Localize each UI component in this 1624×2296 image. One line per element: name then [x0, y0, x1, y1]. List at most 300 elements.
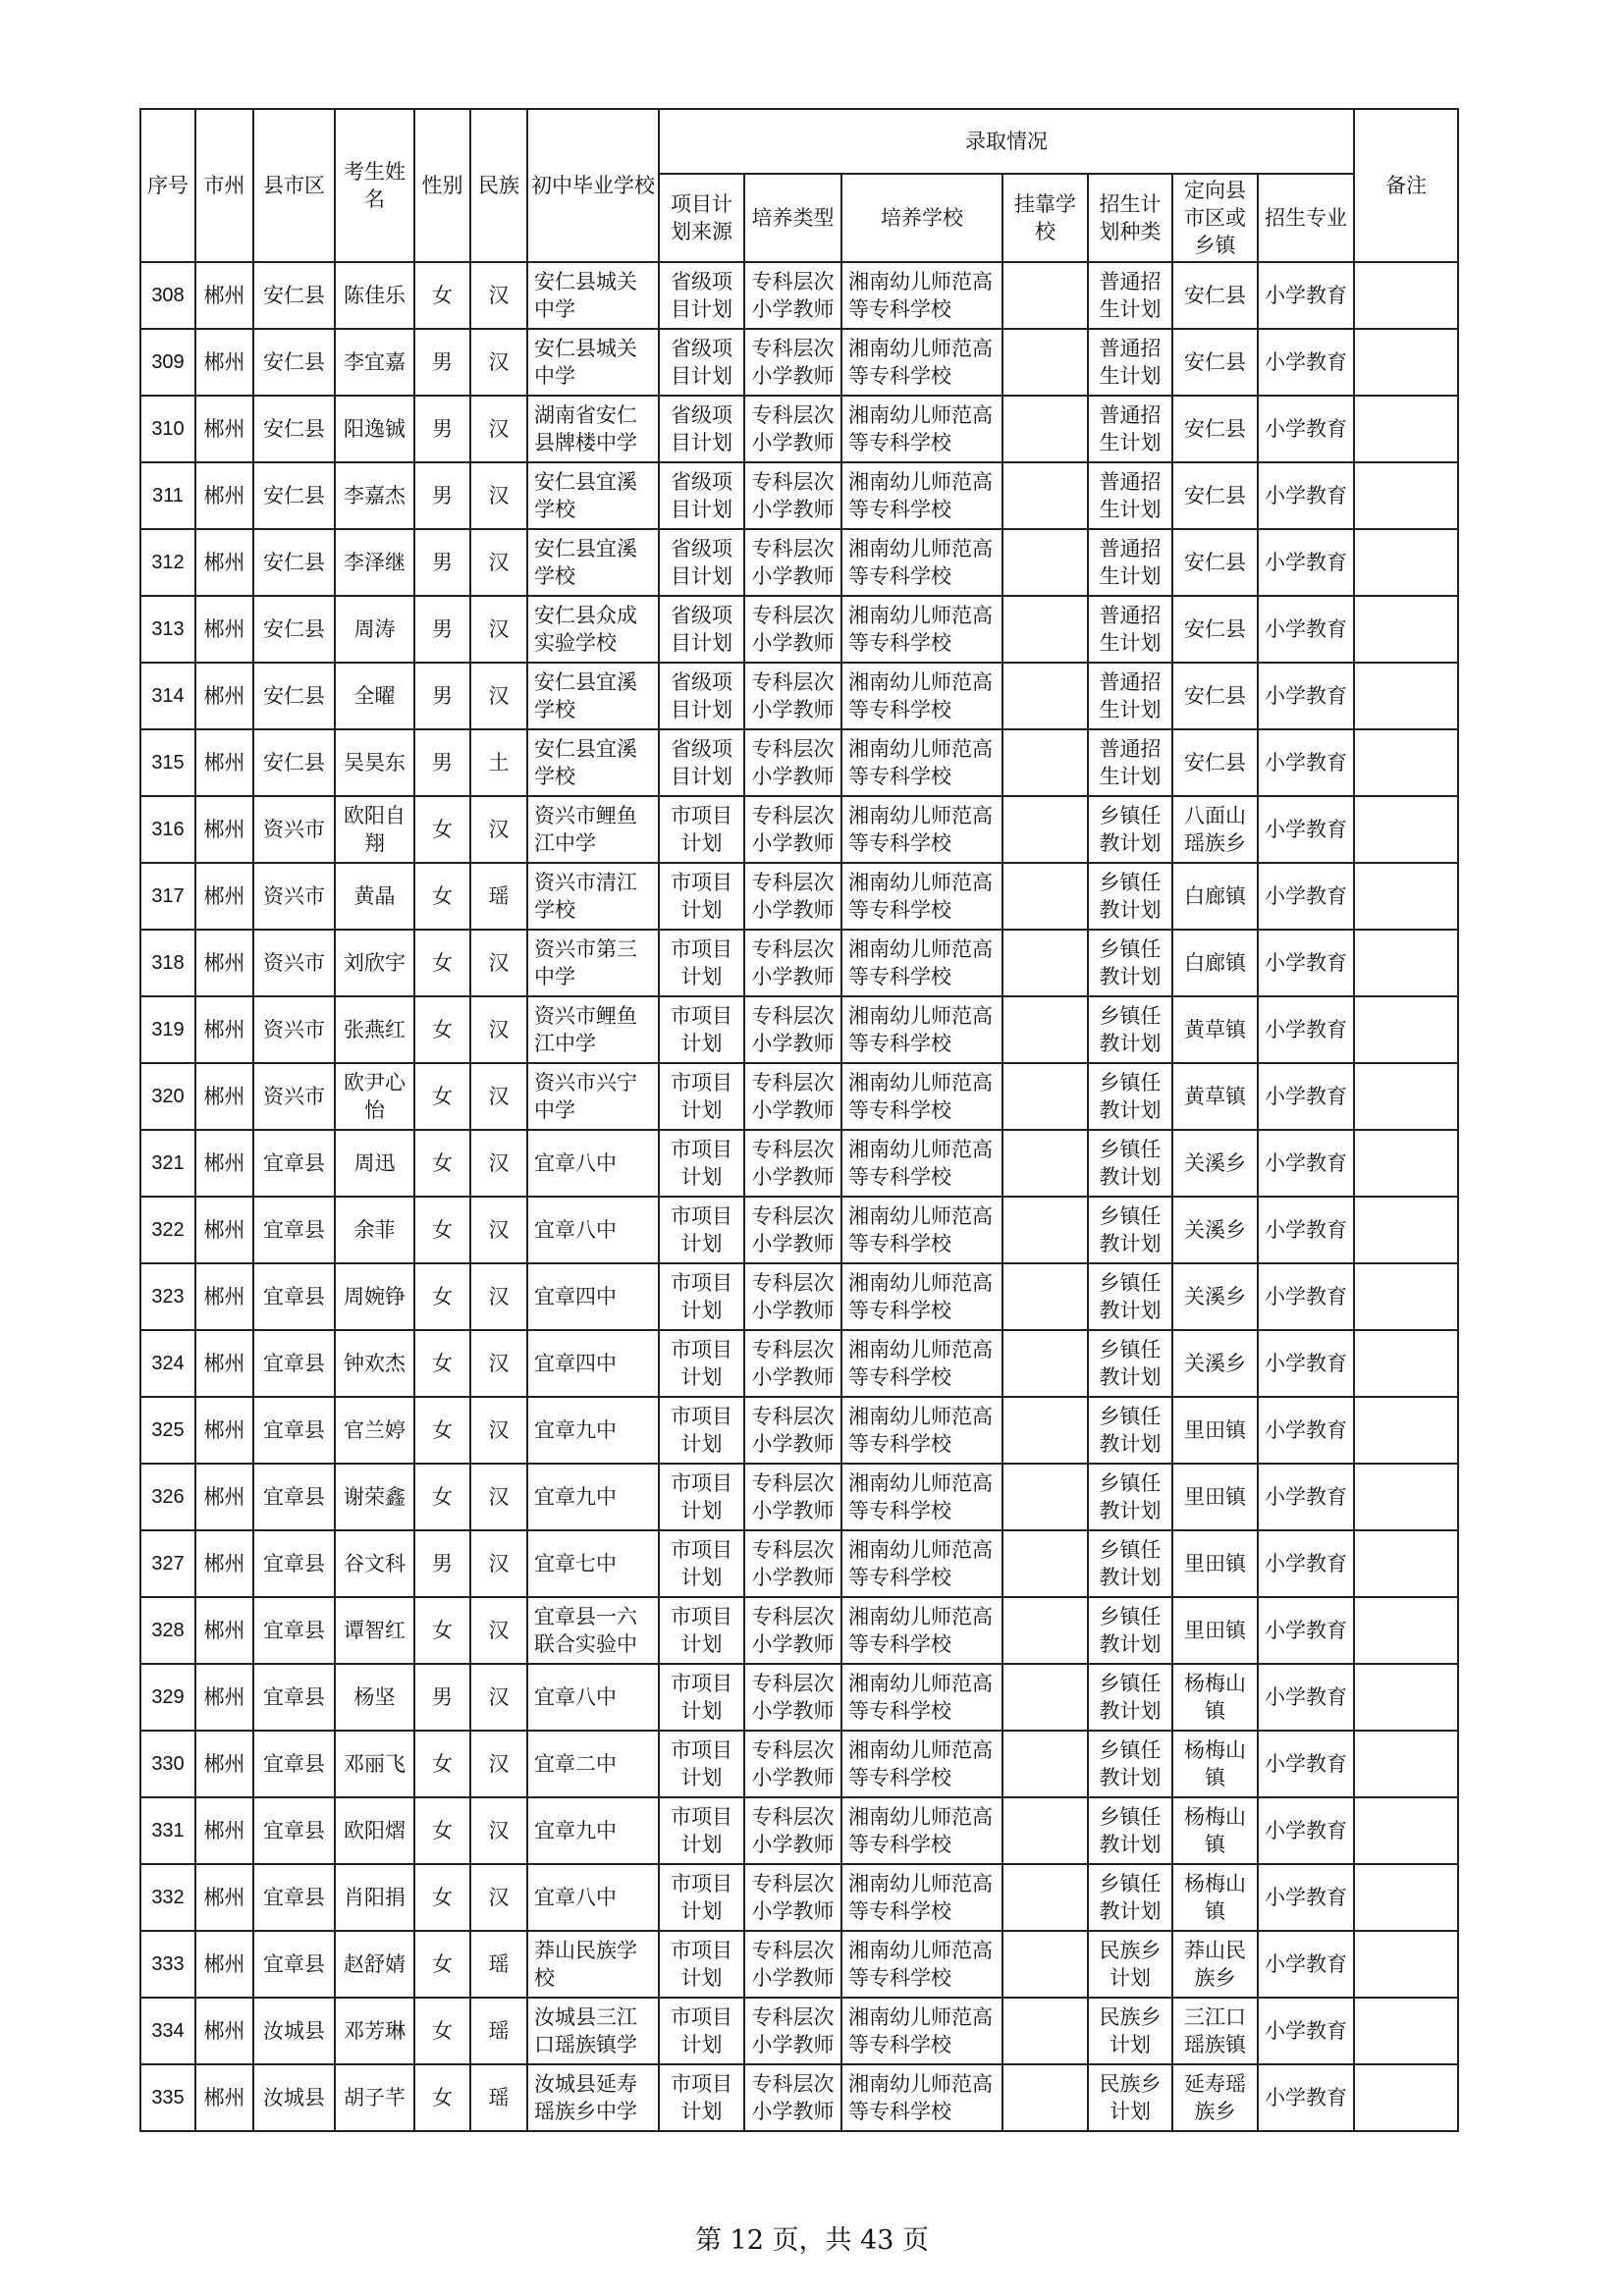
- cell-plan-source-text: 市项目计划: [671, 937, 732, 988]
- cell-directed-area-text: 里田镇: [1184, 1418, 1246, 1442]
- cell-gender: [414, 2064, 470, 2131]
- cell-enrollment-plan-type-text: 普通招生计划: [1099, 470, 1162, 521]
- cell-plan-source-text: 省级项目计划: [671, 670, 732, 721]
- cell-major-text: 小学教育: [1265, 1218, 1348, 1242]
- cell-county: [253, 1597, 335, 1664]
- cell-seq: [140, 1797, 195, 1864]
- cell-seq-text: 314: [151, 685, 185, 707]
- cell-enrollment-plan-type-text: 乡镇任教计划: [1099, 1338, 1162, 1389]
- cell-plan-source-text: 省级项目计划: [671, 604, 732, 655]
- table-row: [140, 1664, 1458, 1731]
- cell-remarks: [1354, 1063, 1458, 1130]
- cell-ethnicity: [470, 1263, 527, 1330]
- cell-gender-text: 女: [432, 1619, 453, 1642]
- cell-remarks: [1354, 1130, 1458, 1197]
- cell-major: [1258, 1664, 1354, 1731]
- cell-middle-school-text: 资兴市第三中学: [534, 937, 637, 988]
- cell-training-type-text: 专科层次小学教师: [751, 270, 835, 321]
- cell-city-text: 郴州: [203, 1352, 245, 1375]
- cell-directed-area-text: 安仁县: [1184, 417, 1246, 441]
- cell-major: [1258, 996, 1354, 1063]
- cell-county: [253, 863, 335, 930]
- cell-gender-text: 女: [432, 1151, 453, 1175]
- cell-ethnicity: [470, 1731, 527, 1797]
- cell-major: [1258, 1263, 1354, 1330]
- cell-city-text: 郴州: [203, 484, 245, 507]
- table-header: [140, 109, 1458, 262]
- cell-affiliated-school: [1002, 262, 1088, 329]
- cell-affiliated-school: [1002, 2064, 1088, 2131]
- cell-city: [195, 529, 253, 596]
- cell-major-text: 小学教育: [1265, 350, 1348, 374]
- cell-affiliated-school: [1002, 663, 1088, 729]
- cell-name: [335, 1263, 414, 1330]
- cell-county-text: 宜章县: [263, 1886, 325, 1909]
- cell-enrollment-plan-type: [1088, 729, 1172, 796]
- cell-training-type: [744, 1931, 841, 1998]
- cell-county: [253, 1063, 335, 1130]
- cell-directed-area-text: 安仁县: [1184, 617, 1246, 641]
- cell-city-text: 郴州: [203, 884, 245, 908]
- cell-training-type-text: 专科层次小学教师: [751, 670, 835, 721]
- cell-directed-area-text: 杨梅山镇: [1184, 1872, 1246, 1923]
- cell-middle-school-text: 安仁县众成实验学校: [534, 604, 637, 655]
- cell-major-text: 小学教育: [1265, 884, 1348, 908]
- cell-city-text: 郴州: [203, 2086, 245, 2109]
- cell-enrollment-plan-type-text: 民族乡计划: [1099, 1939, 1162, 1990]
- cell-enrollment-plan-type-text: 乡镇任教计划: [1099, 1405, 1162, 1456]
- cell-name-text: 赵舒婧: [344, 1952, 406, 1976]
- cell-training-school: [841, 1998, 1002, 2064]
- cell-training-type: [744, 1998, 841, 2064]
- cell-name: [335, 1731, 414, 1797]
- cell-major-text: 小学教育: [1265, 1886, 1348, 1909]
- cell-training-type: [744, 1464, 841, 1530]
- cell-gender-text: 女: [432, 1018, 453, 1041]
- cell-enrollment-plan-type: [1088, 1130, 1172, 1197]
- cell-ethnicity-text: 汉: [488, 350, 510, 374]
- cell-affiliated-school: [1002, 1063, 1088, 1130]
- cell-training-type: [744, 1530, 841, 1597]
- cell-ethnicity: [470, 596, 527, 663]
- cell-plan-source-text: 省级项目计划: [671, 537, 732, 588]
- cell-remarks: [1354, 1397, 1458, 1464]
- cell-ethnicity: [470, 729, 527, 796]
- cell-major-text: 小学教育: [1265, 1752, 1348, 1776]
- cell-name-text: 官兰婷: [344, 1418, 406, 1442]
- cell-training-type-text: 专科层次小学教师: [751, 1004, 835, 1055]
- cell-county-text: 宜章县: [263, 1552, 325, 1575]
- cell-training-school: [841, 1197, 1002, 1263]
- cell-enrollment-plan-type-text: 乡镇任教计划: [1099, 1738, 1162, 1789]
- cell-major-text: 小学教育: [1265, 1819, 1348, 1842]
- cell-enrollment-plan-type-text: 乡镇任教计划: [1099, 1538, 1162, 1589]
- cell-seq: [140, 1263, 195, 1330]
- cell-remarks: [1354, 729, 1458, 796]
- cell-name: [335, 1931, 414, 1998]
- cell-gender: [414, 596, 470, 663]
- cell-plan-source: [659, 529, 744, 596]
- cell-major: [1258, 2064, 1354, 2131]
- cell-city-text: 郴州: [203, 1285, 245, 1308]
- cell-enrollment-plan-type: [1088, 462, 1172, 529]
- cell-seq: [140, 1397, 195, 1464]
- header-name: 考生姓名: [335, 109, 414, 262]
- cell-seq-text: 316: [151, 819, 185, 840]
- cell-major-text: 小学教育: [1265, 417, 1348, 441]
- cell-major: [1258, 930, 1354, 996]
- cell-middle-school: [527, 396, 659, 462]
- cell-training-school: [841, 462, 1002, 529]
- cell-city: [195, 1063, 253, 1130]
- cell-training-type: [744, 863, 841, 930]
- cell-remarks: [1354, 1664, 1458, 1731]
- cell-gender-text: 女: [432, 818, 453, 841]
- cell-gender: [414, 1330, 470, 1397]
- cell-directed-area: [1172, 1063, 1258, 1130]
- cell-training-type-text: 专科层次小学教师: [751, 1672, 835, 1723]
- cell-seq-text: 332: [151, 1887, 185, 1908]
- cell-plan-source: [659, 1263, 744, 1330]
- cell-remarks: [1354, 1998, 1458, 2064]
- cell-seq-text: 315: [151, 752, 185, 774]
- cell-gender-text: 男: [432, 350, 453, 374]
- cell-training-school: [841, 1731, 1002, 1797]
- cell-enrollment-plan-type-text: 普通招生计划: [1099, 270, 1162, 321]
- cell-city-text: 郴州: [203, 951, 245, 975]
- cell-directed-area: [1172, 329, 1258, 396]
- cell-city-text: 郴州: [203, 1085, 245, 1108]
- cell-county: [253, 729, 335, 796]
- cell-enrollment-plan-type-text: 乡镇任教计划: [1099, 1204, 1162, 1255]
- cell-name: [335, 1797, 414, 1864]
- cell-middle-school: [527, 262, 659, 329]
- cell-affiliated-school: [1002, 1263, 1088, 1330]
- cell-gender-text: 女: [432, 1085, 453, 1108]
- cell-name-text: 肖阳捐: [344, 1886, 406, 1909]
- cell-middle-school-text: 宜章七中: [534, 1552, 617, 1575]
- cell-affiliated-school: [1002, 1330, 1088, 1397]
- cell-county-text: 宜章县: [263, 1218, 325, 1242]
- cell-city-text: 郴州: [203, 1485, 245, 1509]
- cell-training-school-text: 湘南幼儿师范高等专科学校: [848, 1471, 993, 1522]
- cell-major: [1258, 396, 1354, 462]
- cell-gender: [414, 1931, 470, 1998]
- cell-middle-school-text: 宜章八中: [534, 1151, 617, 1175]
- cell-gender-text: 男: [432, 1552, 453, 1575]
- cell-seq: [140, 1330, 195, 1397]
- cell-major-text: 小学教育: [1265, 1619, 1348, 1642]
- cell-training-type: [744, 1864, 841, 1931]
- cell-remarks: [1354, 2064, 1458, 2131]
- cell-county: [253, 1931, 335, 1998]
- cell-middle-school: [527, 663, 659, 729]
- table-row: [140, 1530, 1458, 1597]
- cell-plan-source-text: 市项目计划: [671, 1738, 732, 1789]
- cell-enrollment-plan-type: [1088, 1797, 1172, 1864]
- cell-affiliated-school: [1002, 1864, 1088, 1931]
- cell-training-school-text: 湘南幼儿师范高等专科学校: [848, 1271, 993, 1322]
- cell-training-school: [841, 729, 1002, 796]
- cell-ethnicity-text: 汉: [488, 417, 510, 441]
- cell-training-type: [744, 2064, 841, 2131]
- cell-major-text: 小学教育: [1265, 1085, 1348, 1108]
- cell-plan-source: [659, 1731, 744, 1797]
- cell-directed-area-text: 黄草镇: [1184, 1018, 1246, 1041]
- cell-name: [335, 396, 414, 462]
- cell-middle-school-text: 资兴市兴宁中学: [534, 1071, 637, 1122]
- cell-seq: [140, 1530, 195, 1597]
- cell-enrollment-plan-type-text: 乡镇任教计划: [1099, 871, 1162, 922]
- cell-major-text: 小学教育: [1265, 1018, 1348, 1041]
- cell-training-school: [841, 1797, 1002, 1864]
- cell-major-text: 小学教育: [1265, 1552, 1348, 1575]
- cell-city-text: 郴州: [203, 551, 245, 574]
- cell-ethnicity: [470, 1130, 527, 1197]
- cell-directed-area: [1172, 1731, 1258, 1797]
- cell-county-text: 宜章县: [263, 1151, 325, 1175]
- cell-major-text: 小学教育: [1265, 751, 1348, 774]
- cell-seq: [140, 663, 195, 729]
- cell-training-type-text: 专科层次小学教师: [751, 403, 835, 454]
- cell-plan-source: [659, 796, 744, 863]
- cell-city: [195, 262, 253, 329]
- cell-name-text: 李嘉杰: [344, 484, 406, 507]
- cell-ethnicity-text: 汉: [488, 1819, 510, 1842]
- cell-training-type-text: 专科层次小学教师: [751, 1138, 835, 1189]
- cell-ethnicity-text: 汉: [488, 1619, 510, 1642]
- cell-plan-source-text: 省级项目计划: [671, 270, 732, 321]
- cell-affiliated-school: [1002, 1731, 1088, 1797]
- cell-enrollment-plan-type: [1088, 1864, 1172, 1931]
- cell-plan-source: [659, 329, 744, 396]
- cell-ethnicity: [470, 2064, 527, 2131]
- cell-enrollment-plan-type-text: 乡镇任教计划: [1099, 1872, 1162, 1923]
- cell-training-type: [744, 996, 841, 1063]
- cell-seq: [140, 1464, 195, 1530]
- cell-gender-text: 女: [432, 1418, 453, 1442]
- cell-city: [195, 2064, 253, 2131]
- header-ethnicity: 民族: [470, 109, 527, 262]
- cell-name: [335, 863, 414, 930]
- cell-remarks: [1354, 462, 1458, 529]
- cell-enrollment-plan-type-text: 乡镇任教计划: [1099, 804, 1162, 855]
- cell-county: [253, 2064, 335, 2131]
- cell-plan-source: [659, 863, 744, 930]
- cell-training-school: [841, 663, 1002, 729]
- cell-seq-text: 313: [151, 618, 185, 640]
- cell-directed-area-text: 关溪乡: [1184, 1352, 1246, 1375]
- cell-city: [195, 1197, 253, 1263]
- table-row: [140, 529, 1458, 596]
- cell-training-school-text: 湘南幼儿师范高等专科学校: [848, 937, 993, 988]
- cell-name-text: 杨坚: [353, 1685, 396, 1709]
- cell-city: [195, 329, 253, 396]
- cell-plan-source-text: 市项目计划: [671, 1672, 732, 1723]
- cell-directed-area: [1172, 863, 1258, 930]
- header-plan-source: 项目计划来源: [659, 174, 744, 262]
- cell-ethnicity: [470, 1530, 527, 1597]
- cell-plan-source: [659, 996, 744, 1063]
- cell-training-school: [841, 329, 1002, 396]
- cell-middle-school-text: 宜章八中: [534, 1685, 617, 1709]
- cell-enrollment-plan-type-text: 乡镇任教计划: [1099, 1271, 1162, 1322]
- cell-seq: [140, 1864, 195, 1931]
- cell-remarks: [1354, 1330, 1458, 1397]
- cell-major: [1258, 1998, 1354, 2064]
- table-row: [140, 1998, 1458, 2064]
- cell-directed-area: [1172, 729, 1258, 796]
- cell-name: [335, 2064, 414, 2131]
- cell-training-type-text: 专科层次小学教师: [751, 537, 835, 588]
- cell-major: [1258, 1130, 1354, 1197]
- cell-seq: [140, 2064, 195, 2131]
- cell-training-school-text: 湘南幼儿师范高等专科学校: [848, 537, 993, 588]
- cell-ethnicity: [470, 796, 527, 863]
- cell-seq-text: 326: [151, 1486, 185, 1508]
- cell-gender-text: 女: [432, 1886, 453, 1909]
- cell-seq: [140, 1197, 195, 1263]
- cell-county-text: 宜章县: [263, 1685, 325, 1709]
- cell-county-text: 资兴市: [263, 884, 325, 908]
- cell-name: [335, 796, 414, 863]
- cell-ethnicity-text: 瑶: [488, 1952, 510, 1976]
- cell-enrollment-plan-type-text: 乡镇任教计划: [1099, 1471, 1162, 1522]
- cell-gender: [414, 1731, 470, 1797]
- cell-training-school: [841, 1330, 1002, 1397]
- cell-gender-text: 男: [432, 417, 453, 441]
- cell-training-school-text: 湘南幼儿师范高等专科学校: [848, 337, 993, 388]
- cell-major: [1258, 329, 1354, 396]
- cell-enrollment-plan-type-text: 民族乡计划: [1099, 2005, 1162, 2056]
- cell-seq: [140, 729, 195, 796]
- cell-training-type-text: 专科层次小学教师: [751, 1071, 835, 1122]
- cell-name-text: 谭智红: [344, 1619, 406, 1642]
- cell-ethnicity: [470, 529, 527, 596]
- cell-training-type-text: 专科层次小学教师: [751, 1471, 835, 1522]
- cell-gender: [414, 863, 470, 930]
- cell-enrollment-plan-type-text: 普通招生计划: [1099, 670, 1162, 721]
- cell-plan-source: [659, 2064, 744, 2131]
- cell-middle-school: [527, 863, 659, 930]
- cell-plan-source: [659, 596, 744, 663]
- cell-county: [253, 329, 335, 396]
- cell-directed-area: [1172, 596, 1258, 663]
- cell-gender: [414, 529, 470, 596]
- cell-middle-school-text: 莽山民族学校: [534, 1939, 637, 1990]
- cell-ethnicity: [470, 930, 527, 996]
- cell-city-text: 郴州: [203, 284, 245, 307]
- cell-gender: [414, 262, 470, 329]
- cell-seq: [140, 796, 195, 863]
- cell-plan-source: [659, 462, 744, 529]
- cell-major-text: 小学教育: [1265, 617, 1348, 641]
- cell-county-text: 宜章县: [263, 1285, 325, 1308]
- cell-training-school-text: 湘南幼儿师范高等专科学校: [848, 1338, 993, 1389]
- cell-seq-text: 321: [151, 1152, 185, 1174]
- cell-middle-school-text: 安仁县宜溪学校: [534, 670, 637, 721]
- cell-directed-area: [1172, 1931, 1258, 1998]
- header-remarks: 备注: [1354, 109, 1458, 262]
- cell-middle-school: [527, 462, 659, 529]
- cell-seq-text: 312: [151, 552, 185, 573]
- cell-affiliated-school: [1002, 329, 1088, 396]
- cell-training-type: [744, 729, 841, 796]
- cell-county-text: 安仁县: [263, 350, 325, 374]
- cell-middle-school: [527, 1263, 659, 1330]
- table-row: [140, 863, 1458, 930]
- cell-major-text: 小学教育: [1265, 1151, 1348, 1175]
- cell-middle-school: [527, 1464, 659, 1530]
- table-row: [140, 1197, 1458, 1263]
- cell-training-type: [744, 1197, 841, 1263]
- cell-affiliated-school: [1002, 996, 1088, 1063]
- cell-gender: [414, 1998, 470, 2064]
- cell-name-text: 欧阳自翔: [344, 804, 406, 855]
- cell-county: [253, 996, 335, 1063]
- cell-major: [1258, 1397, 1354, 1464]
- cell-training-type: [744, 663, 841, 729]
- cell-middle-school-text: 汝城县三江口瑶族镇学: [534, 2005, 637, 2056]
- cell-middle-school: [527, 596, 659, 663]
- cell-name: [335, 663, 414, 729]
- cell-name: [335, 1063, 414, 1130]
- cell-remarks: [1354, 1464, 1458, 1530]
- cell-training-school-text: 湘南幼儿师范高等专科学校: [848, 604, 993, 655]
- cell-gender-text: 男: [432, 684, 453, 708]
- cell-training-school-text: 湘南幼儿师范高等专科学校: [848, 1605, 993, 1656]
- cell-remarks: [1354, 863, 1458, 930]
- table-row: [140, 1464, 1458, 1530]
- cell-county-text: 安仁县: [263, 684, 325, 708]
- cell-city: [195, 1397, 253, 1464]
- cell-enrollment-plan-type: [1088, 1263, 1172, 1330]
- cell-seq: [140, 1063, 195, 1130]
- cell-seq: [140, 1597, 195, 1664]
- cell-ethnicity-text: 汉: [488, 1285, 510, 1308]
- cell-name-text: 张燕红: [344, 1018, 406, 1041]
- table-row: [140, 2064, 1458, 2131]
- cell-gender-text: 女: [432, 884, 453, 908]
- cell-seq-text: 335: [151, 2087, 185, 2109]
- cell-county: [253, 1664, 335, 1731]
- cell-middle-school-text: 资兴市清江学校: [534, 871, 637, 922]
- cell-middle-school-text: 安仁县城关中学: [534, 270, 637, 321]
- cell-training-school: [841, 996, 1002, 1063]
- cell-gender-text: 男: [432, 484, 453, 507]
- cell-affiliated-school: [1002, 729, 1088, 796]
- cell-remarks: [1354, 1797, 1458, 1864]
- table-row: [140, 462, 1458, 529]
- cell-ethnicity: [470, 1197, 527, 1263]
- cell-gender-text: 女: [432, 1285, 453, 1308]
- cell-directed-area-text: 安仁县: [1184, 484, 1246, 507]
- table-row: [140, 1731, 1458, 1797]
- header-gender: 性别: [414, 109, 470, 262]
- cell-directed-area-text: 杨梅山镇: [1184, 1805, 1246, 1856]
- cell-county-text: 宜章县: [263, 1952, 325, 1976]
- cell-enrollment-plan-type: [1088, 996, 1172, 1063]
- cell-name-text: 胡子芊: [344, 2086, 406, 2109]
- cell-seq-text: 325: [151, 1419, 185, 1441]
- cell-seq: [140, 329, 195, 396]
- cell-ethnicity: [470, 1464, 527, 1530]
- cell-training-school-text: 湘南幼儿师范高等专科学校: [848, 2072, 993, 2123]
- cell-ethnicity: [470, 663, 527, 729]
- cell-ethnicity-text: 瑶: [488, 2086, 510, 2109]
- cell-training-school-text: 湘南幼儿师范高等专科学校: [848, 2005, 993, 2056]
- cell-enrollment-plan-type-text: 民族乡计划: [1099, 2072, 1162, 2123]
